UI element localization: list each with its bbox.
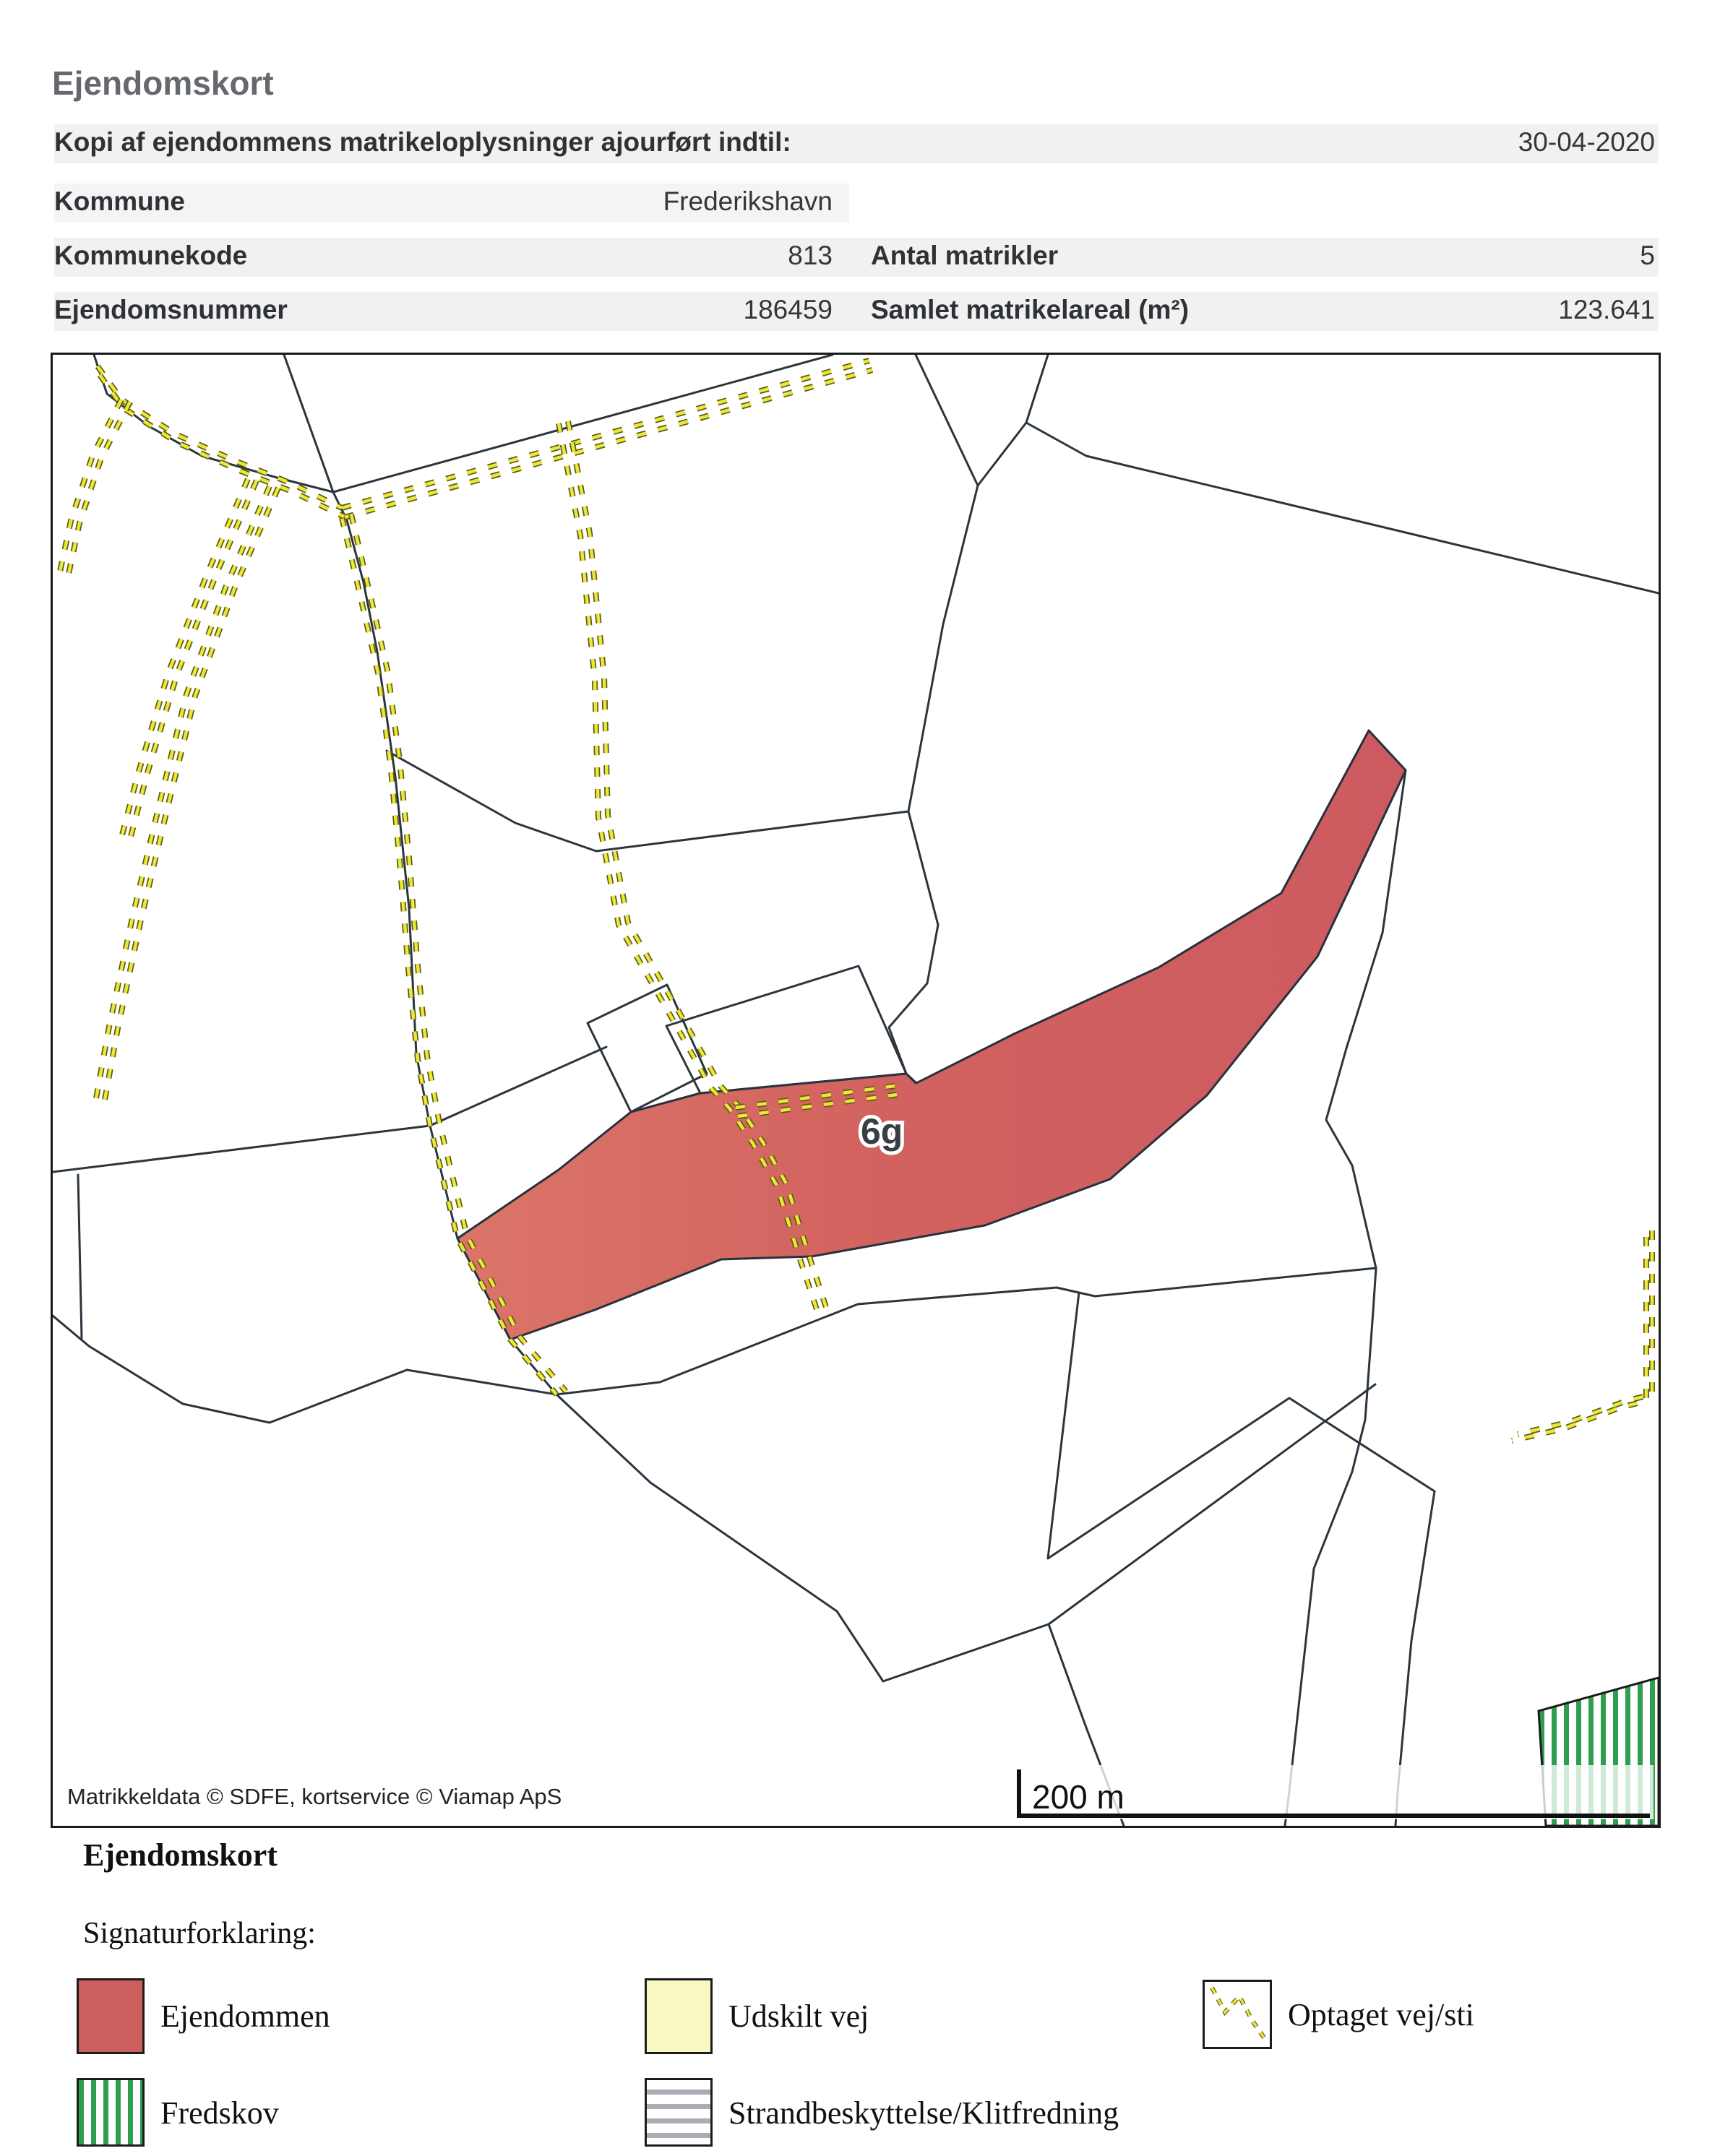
cadastral-map-frame bbox=[51, 353, 1661, 1828]
kommune-label: Kommune bbox=[54, 186, 185, 216]
map-attribution: Matrikkeldata © SDFE, kortservice © Viamap ApS bbox=[67, 1784, 562, 1809]
antal-matrikler-value: 5 bbox=[1640, 241, 1655, 270]
legend-swatch-ejendommen bbox=[77, 1978, 145, 2054]
kommunekode-label: Kommunekode bbox=[54, 241, 248, 270]
legend-swatch-strandbeskyttelse bbox=[645, 2078, 713, 2147]
footer-heading: Ejendomskort bbox=[83, 1837, 278, 1873]
legend-label-strandbeskyttelse: Strandbeskyttelse/Klitfredning bbox=[728, 2095, 1119, 2131]
legend-label-optaget-vej-sti: Optaget vej/sti bbox=[1288, 1996, 1474, 2032]
matrikelareal-value: 123.641 bbox=[1558, 295, 1655, 324]
kommunekode-row bbox=[54, 241, 833, 271]
updated-row bbox=[54, 127, 1655, 158]
legend-swatch-optaget-vej-sti bbox=[1203, 1980, 1272, 2049]
page-title: Ejendomskort bbox=[52, 64, 274, 102]
cadastral-map bbox=[53, 355, 1659, 1826]
scale-bar bbox=[1010, 1765, 1654, 1819]
scale-label: 200 m bbox=[1032, 1778, 1125, 1816]
updated-label: Kopi af ejendommens matrikeloplysninger ajourført indtil: bbox=[54, 127, 791, 157]
legend-label-udskilt-vej: Udskilt vej bbox=[728, 1998, 869, 2034]
legend-title: Signaturforklaring: bbox=[83, 1917, 316, 1950]
antal-matrikler-row bbox=[871, 241, 1655, 271]
kommune-value: Frederikshavn bbox=[663, 186, 833, 216]
matrikelareal-row bbox=[871, 295, 1655, 325]
legend-swatch-fredskov bbox=[77, 2078, 145, 2147]
optaget-vej-sti-icon bbox=[1205, 1982, 1270, 2047]
legend-label-fredskov: Fredskov bbox=[160, 2095, 279, 2131]
matrikelareal-label: Samlet matrikelareal (m²) bbox=[871, 295, 1190, 324]
ejendomsnummer-label: Ejendomsnummer bbox=[54, 295, 288, 324]
legend-swatch-udskilt-vej bbox=[645, 1978, 713, 2054]
kommunekode-value: 813 bbox=[788, 241, 833, 270]
ejendomsnummer-row bbox=[54, 295, 833, 325]
updated-date: 30-04-2020 bbox=[1518, 127, 1655, 157]
legend-label-ejendommen: Ejendommen bbox=[160, 1998, 330, 2034]
ejendomsnummer-value: 186459 bbox=[743, 295, 833, 324]
antal-matrikler-label: Antal matrikler bbox=[871, 241, 1059, 270]
parcel-6g-label: 6g bbox=[861, 1111, 903, 1152]
path-optaget-vej-sti bbox=[60, 361, 1652, 1441]
parcel-6g bbox=[457, 730, 1406, 1340]
kommune-row bbox=[54, 186, 833, 217]
